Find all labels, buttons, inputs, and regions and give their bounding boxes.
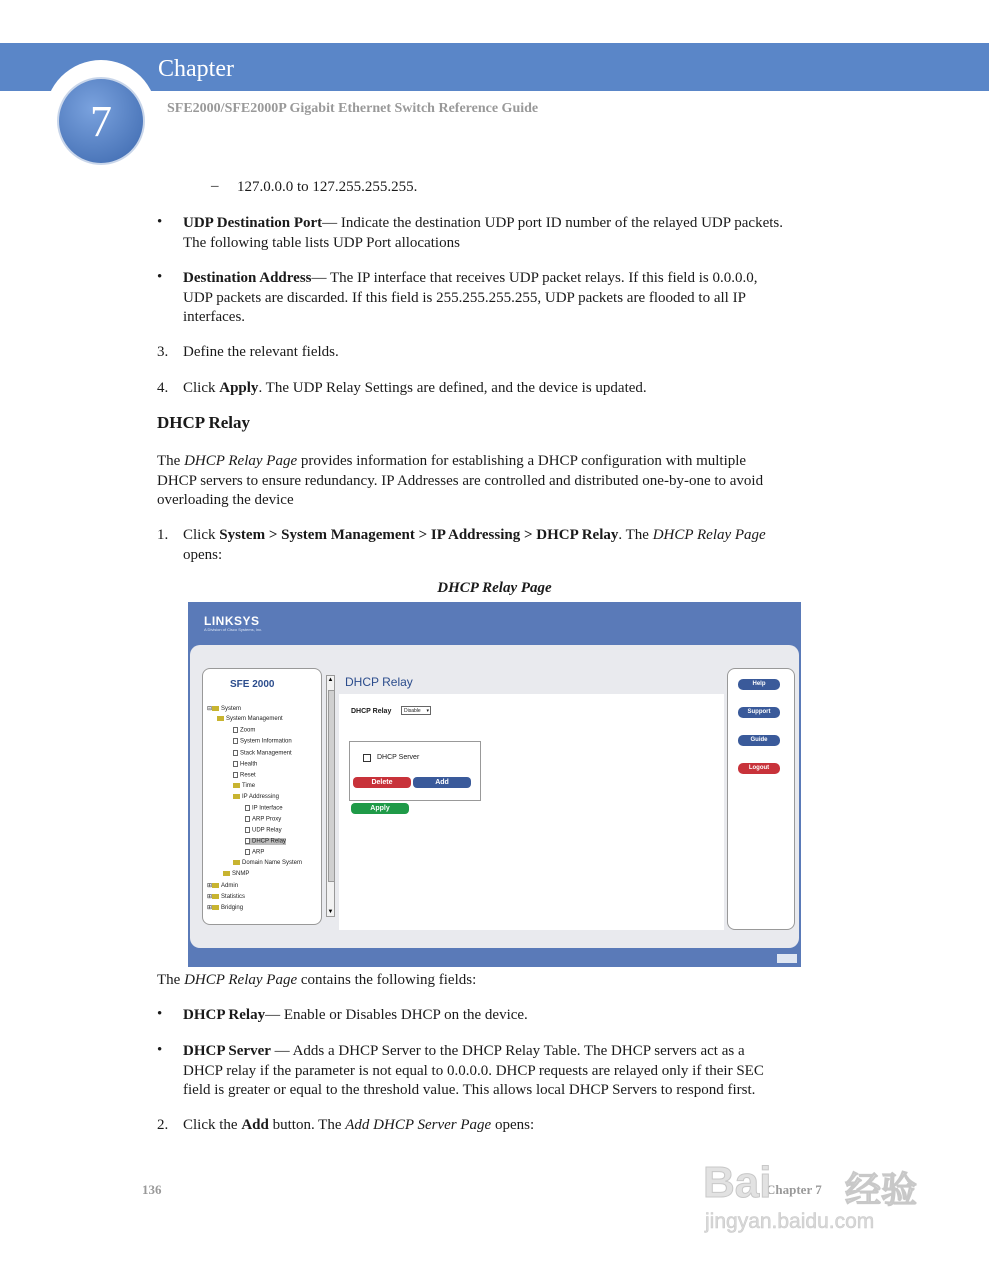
tree-item[interactable]: ARP: [245, 849, 264, 856]
content-area: [339, 668, 724, 930]
tree-item[interactable]: UDP Relay: [245, 827, 282, 834]
side-panel: [727, 668, 795, 930]
step-number: 1.: [157, 527, 169, 543]
header-band: [0, 43, 989, 91]
intro-paragraph: The DHCP Relay Page provides information for establishing a DHCP configuration with multiple DHCP servers to ensure redundancy. IP Addresses are controlled and distributed one-by-one to avoid overloading the device: [157, 453, 764, 508]
watermark-brand: Bai: [703, 1158, 772, 1207]
chapter-number-badge: 7: [57, 77, 145, 165]
dhcp-server-box: [349, 741, 481, 801]
dash-item: 127.0.0.0 to 127.255.255.255.: [237, 179, 418, 195]
cisco-logo-icon: [777, 954, 797, 963]
scroll-down-icon[interactable]: ▼: [327, 909, 334, 915]
tree-scrollbar[interactable]: [326, 675, 335, 917]
add-button[interactable]: Add: [413, 777, 471, 788]
bullet: •: [157, 214, 163, 230]
tree-item[interactable]: IP Interface: [245, 805, 283, 812]
tree-item[interactable]: ARP Proxy: [245, 816, 281, 823]
fields-intro: The DHCP Relay Page contains the following fields:: [157, 972, 477, 988]
tree-item[interactable]: ⊞ Statistics: [207, 894, 246, 900]
step-2: Click the Add button. The Add DHCP Server Page opens:: [183, 1117, 535, 1133]
nav-tree: [202, 668, 322, 925]
page-number: 136: [142, 1182, 162, 1197]
product-name: SFE 2000: [230, 679, 275, 690]
tree-item[interactable]: ⊟ System: [207, 706, 242, 712]
page-title: DHCP Relay: [345, 675, 413, 689]
tree-item[interactable]: SNMP: [223, 871, 249, 877]
tree-item[interactable]: Time: [233, 783, 255, 789]
bullet: •: [157, 269, 163, 285]
dhcp-server-label: DHCP Server: [377, 754, 420, 761]
udp-port-paragraph: UDP Destination Port— Indicate the destination UDP port ID number of the relayed UDP packets. The following table lists UDP Port allocations: [183, 215, 784, 251]
scroll-up-icon[interactable]: ▲: [327, 677, 334, 683]
tree-item[interactable]: IP Addressing: [233, 794, 279, 800]
delete-button[interactable]: Delete: [353, 777, 411, 788]
figure-caption: DHCP Relay Page: [437, 580, 552, 596]
apply-button[interactable]: Apply: [351, 803, 409, 814]
tree-item[interactable]: Stack Management: [233, 750, 292, 757]
destination-paragraph: Destination Address— The IP interface that receives UDP packet relays. If this field is 0.0.0.0, UDP packets are discarded. If this field is 255.255.255.255, UDP packets are flooded to all IP interfaces.: [183, 270, 758, 325]
dhcp-relay-select[interactable]: Disable ▾: [401, 706, 431, 715]
dhcp-server-checkbox[interactable]: [363, 754, 371, 762]
logo-subtitle: A Division of Cisco Systems, Inc.: [204, 627, 263, 632]
chevron-down-icon: ▾: [426, 708, 429, 714]
dash-marker: –: [211, 178, 219, 194]
tree-item[interactable]: Zoom: [233, 727, 255, 734]
dhcp-relay-label: DHCP Relay: [351, 708, 392, 715]
logout-button[interactable]: Logout: [738, 763, 780, 774]
bullet: •: [157, 1042, 163, 1058]
scroll-thumb[interactable]: [328, 690, 335, 882]
help-button[interactable]: Help: [738, 679, 780, 690]
watermark-brand-cn: 经验: [845, 1170, 918, 1210]
step-number: 3.: [157, 344, 169, 360]
bullet: •: [157, 1006, 163, 1022]
chapter-label: Chapter: [158, 56, 234, 82]
watermark-url: jingyan.baidu.com: [705, 1210, 875, 1233]
dhcp-server-field: DHCP Server — Adds a DHCP Server to the DHCP Relay Table. The DHCP servers act as a DHCP relay if the parameter is not equal to 0.0.0.0. DHCP requests are relayed only if their SEC field is greater or equal to the threshold value. This allows local DHCP Servers to respond first.: [183, 1043, 764, 1098]
step-1: Click System > System Management > IP Addressing > DHCP Relay. The DHCP Relay Page opens:: [183, 527, 766, 563]
linksys-logo: LINKSYS: [204, 614, 260, 628]
step-number: 4.: [157, 380, 169, 396]
tree-item[interactable]: Domain Name System: [233, 860, 302, 866]
tree-item[interactable]: ⊞ Bridging: [207, 905, 244, 911]
tree-item-selected[interactable]: DHCP Relay: [245, 838, 286, 845]
section-heading: DHCP Relay: [157, 413, 251, 432]
step-number: 2.: [157, 1117, 169, 1133]
guide-title: SFE2000/SFE2000P Gigabit Ethernet Switch Reference Guide: [167, 101, 539, 116]
tree-item[interactable]: Reset: [233, 772, 256, 779]
support-button[interactable]: Support: [738, 707, 780, 718]
tree-item[interactable]: System Information: [233, 738, 292, 745]
screenshot-footer: [188, 948, 801, 967]
dhcp-relay-field: DHCP Relay— Enable or Disables DHCP on the device.: [183, 1007, 528, 1023]
tree-item[interactable]: ⊞ Admin: [207, 883, 239, 889]
tree-item[interactable]: System Management: [217, 716, 283, 722]
step-4: Click Apply. The UDP Relay Settings are defined, and the device is updated.: [183, 380, 647, 396]
guide-button[interactable]: Guide: [738, 735, 780, 746]
footer-chapter: Chapter 7: [766, 1182, 822, 1197]
dhcp-relay-screenshot: [188, 602, 801, 967]
step-3: Define the relevant fields.: [183, 344, 339, 360]
tree-item[interactable]: Health: [233, 761, 257, 768]
